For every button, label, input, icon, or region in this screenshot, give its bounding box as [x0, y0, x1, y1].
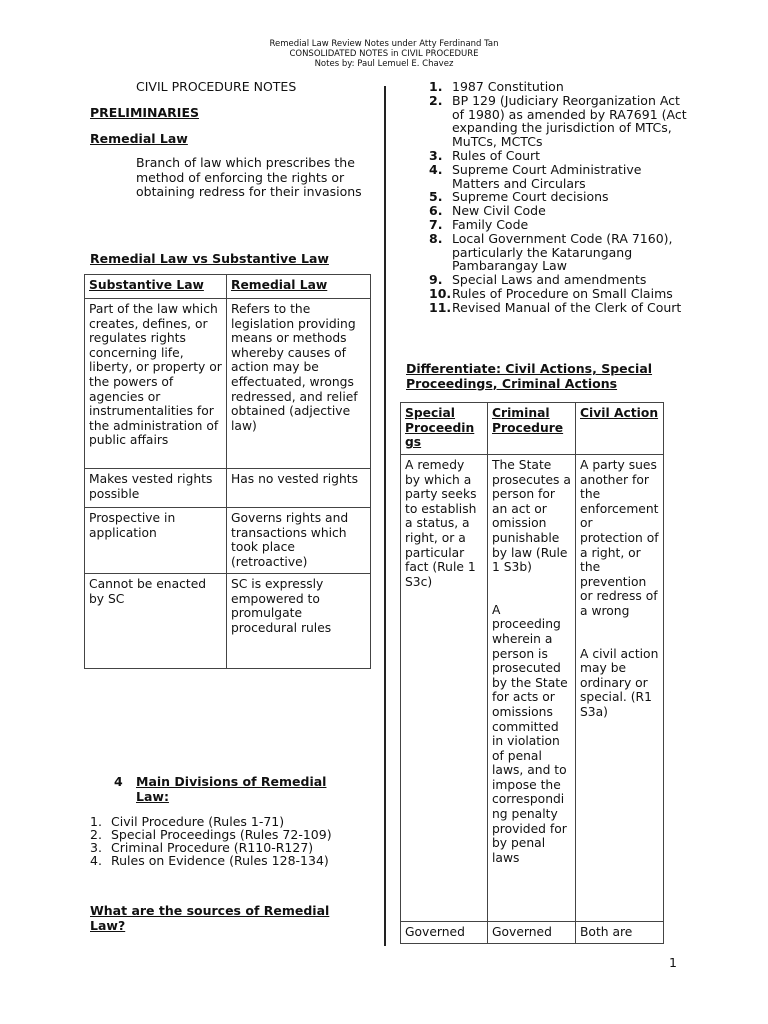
list-item-number: 9.: [429, 272, 443, 288]
list-item-text: Criminal Procedure (R110-R127): [111, 840, 314, 855]
list-item-text: BP 129 (Judiciary Reorganization Act of 1980) as amended by RA7691 (Act expanding the jurisdiction of MTCs, MuTCs, MCTCs: [452, 92, 687, 150]
list-item-number: 2.: [90, 827, 102, 842]
substantive-vs-remedial-table: [84, 274, 371, 669]
table-cell: Cannot be enacted by SC: [85, 574, 227, 669]
table-header-criminal-procedure: Criminal Procedure: [488, 403, 576, 455]
table-cell: Prospective in application: [85, 508, 227, 574]
doc-header-line-1: Remedial Law Review Notes under Atty Ferdinand Tan: [269, 39, 499, 49]
table-header-remedial: Remedial Law: [227, 275, 371, 299]
page-title: CIVIL PROCEDURE NOTES: [136, 79, 297, 94]
list-item-number: 2.: [429, 92, 443, 108]
remedial-law-definition: Branch of law which prescribes the method of enforcing the rights or obtaining redress for their invasions: [136, 155, 362, 199]
column-divider: [384, 86, 386, 946]
doc-header-line-3: Notes by: Paul Lemuel E. Chavez: [314, 59, 454, 69]
list-item-number: 1.: [90, 814, 102, 829]
table-cell: Refers to the legislation providing means or methods whereby causes of action may be effectuated, wrongs redressed, and relief obtained (adjective law): [227, 299, 371, 469]
table-cell: Part of the law which creates, defines, or regulates rights concerning life, liberty, or property or the powers of agencies or instrumentalities for the administration of public affairs: [85, 299, 227, 469]
list-item-text: Family Code: [452, 216, 529, 232]
list-item-number: 4.: [429, 161, 443, 177]
list-item-text: 1987 Constitution: [452, 79, 564, 94]
table-header-special-proceedings: Special Proceedings: [401, 403, 488, 455]
criminal-definition-a: The State prosecutes a person for an act or omission punishable by law (Rule 1 S3b): [492, 458, 571, 575]
list-item-text: Supreme Court decisions: [452, 189, 609, 205]
table-cell: Governs rights and transactions which took place (retroactive): [227, 508, 371, 574]
list-item: [429, 149, 687, 163]
list-item-text: Rules of Procedure on Small Claims: [452, 285, 673, 301]
list-item-number: 7.: [429, 216, 443, 232]
remedial-law-heading: Remedial Law: [90, 131, 188, 146]
list-item-text: Supreme Court Administrative Matters and Circulars: [452, 161, 642, 191]
list-item-number: 8.: [429, 230, 443, 246]
table-cell: Makes vested rights possible: [85, 469, 227, 508]
divisions-list: [90, 815, 375, 867]
civil-criminal-special-table: [400, 402, 664, 944]
list-item: [429, 273, 687, 287]
table-cell: Both are: [576, 922, 664, 944]
table-cell: [401, 455, 488, 922]
divisions-number: 4: [114, 774, 123, 789]
list-item-number: 3.: [429, 147, 443, 163]
list-item: [429, 80, 687, 94]
list-item-number: 5.: [429, 189, 443, 205]
list-item: [429, 94, 687, 149]
table-header-substantive: Substantive Law: [85, 275, 227, 299]
list-item-text: Civil Procedure (Rules 1-71): [111, 814, 285, 829]
list-item: [429, 301, 687, 315]
list-item-text: Rules on Evidence (Rules 128-134): [111, 853, 329, 868]
table-cell: Governed: [401, 922, 488, 944]
list-item: [429, 218, 687, 232]
list-item: [429, 163, 687, 191]
list-item-text: Revised Manual of the Clerk of Court: [452, 299, 682, 315]
differentiate-heading: Differentiate: Civil Actions, Special Proceedings, Criminal Actions: [406, 361, 653, 391]
doc-header-line-2: CONSOLIDATED NOTES in CIVIL PROCEDURE: [289, 49, 479, 59]
remedial-vs-substantive-heading: Remedial Law vs Substantive Law: [90, 251, 329, 266]
page-number: 1: [669, 955, 677, 970]
civil-definition-a: A party sues another for the enforcement or protection of a right, or the prevention or redress of a wrong: [580, 458, 659, 618]
list-item: [90, 854, 375, 867]
special-proceedings-definition: A remedy by which a party seeks to establish a status, a right, or a particular fact (Rule 1 S3c): [405, 458, 477, 589]
divisions-heading: Main Divisions of Remedial Law:: [136, 774, 327, 804]
list-item: [429, 232, 687, 273]
list-item-text: Special Proceedings (Rules 72-109): [111, 827, 332, 842]
list-item-text: Special Laws and amendments: [452, 272, 647, 288]
list-item: [429, 190, 687, 204]
table-cell: Governed: [488, 922, 576, 944]
list-item-number: 6.: [429, 203, 443, 219]
list-item-number: 10.: [429, 285, 452, 301]
list-item-number: 1.: [429, 79, 443, 94]
table-cell: [576, 455, 664, 922]
preliminaries-heading: PRELIMINARIES: [90, 105, 199, 120]
table-header-civil-action: Civil Action: [576, 403, 664, 455]
table-cell: SC is expressly empowered to promulgate procedural rules: [227, 574, 371, 669]
list-item-text: Rules of Court: [452, 147, 541, 163]
list-item-text: New Civil Code: [452, 203, 546, 219]
civil-definition-b: A civil action may be ordinary or special. (R1 S3a): [580, 646, 659, 719]
list-item: [429, 287, 687, 301]
sources-list: [429, 80, 687, 315]
list-item-text: Local Government Code (RA 7160), particularly the Katarungang Pambarangay Law: [452, 230, 673, 274]
table-cell: Has no vested rights: [227, 469, 371, 508]
list-item-number: 11.: [429, 299, 452, 315]
sources-heading: What are the sources of Remedial Law?: [90, 903, 330, 933]
list-item-number: 3.: [90, 840, 102, 855]
list-item: [429, 204, 687, 218]
criminal-definition-b: A proceeding wherein a person is prosecuted by the State for acts or omissions committed in violation of penal laws, and to impose the corresponding penalty provided for by penal laws: [492, 602, 568, 865]
table-cell: [488, 455, 576, 922]
list-item-number: 4.: [90, 853, 102, 868]
